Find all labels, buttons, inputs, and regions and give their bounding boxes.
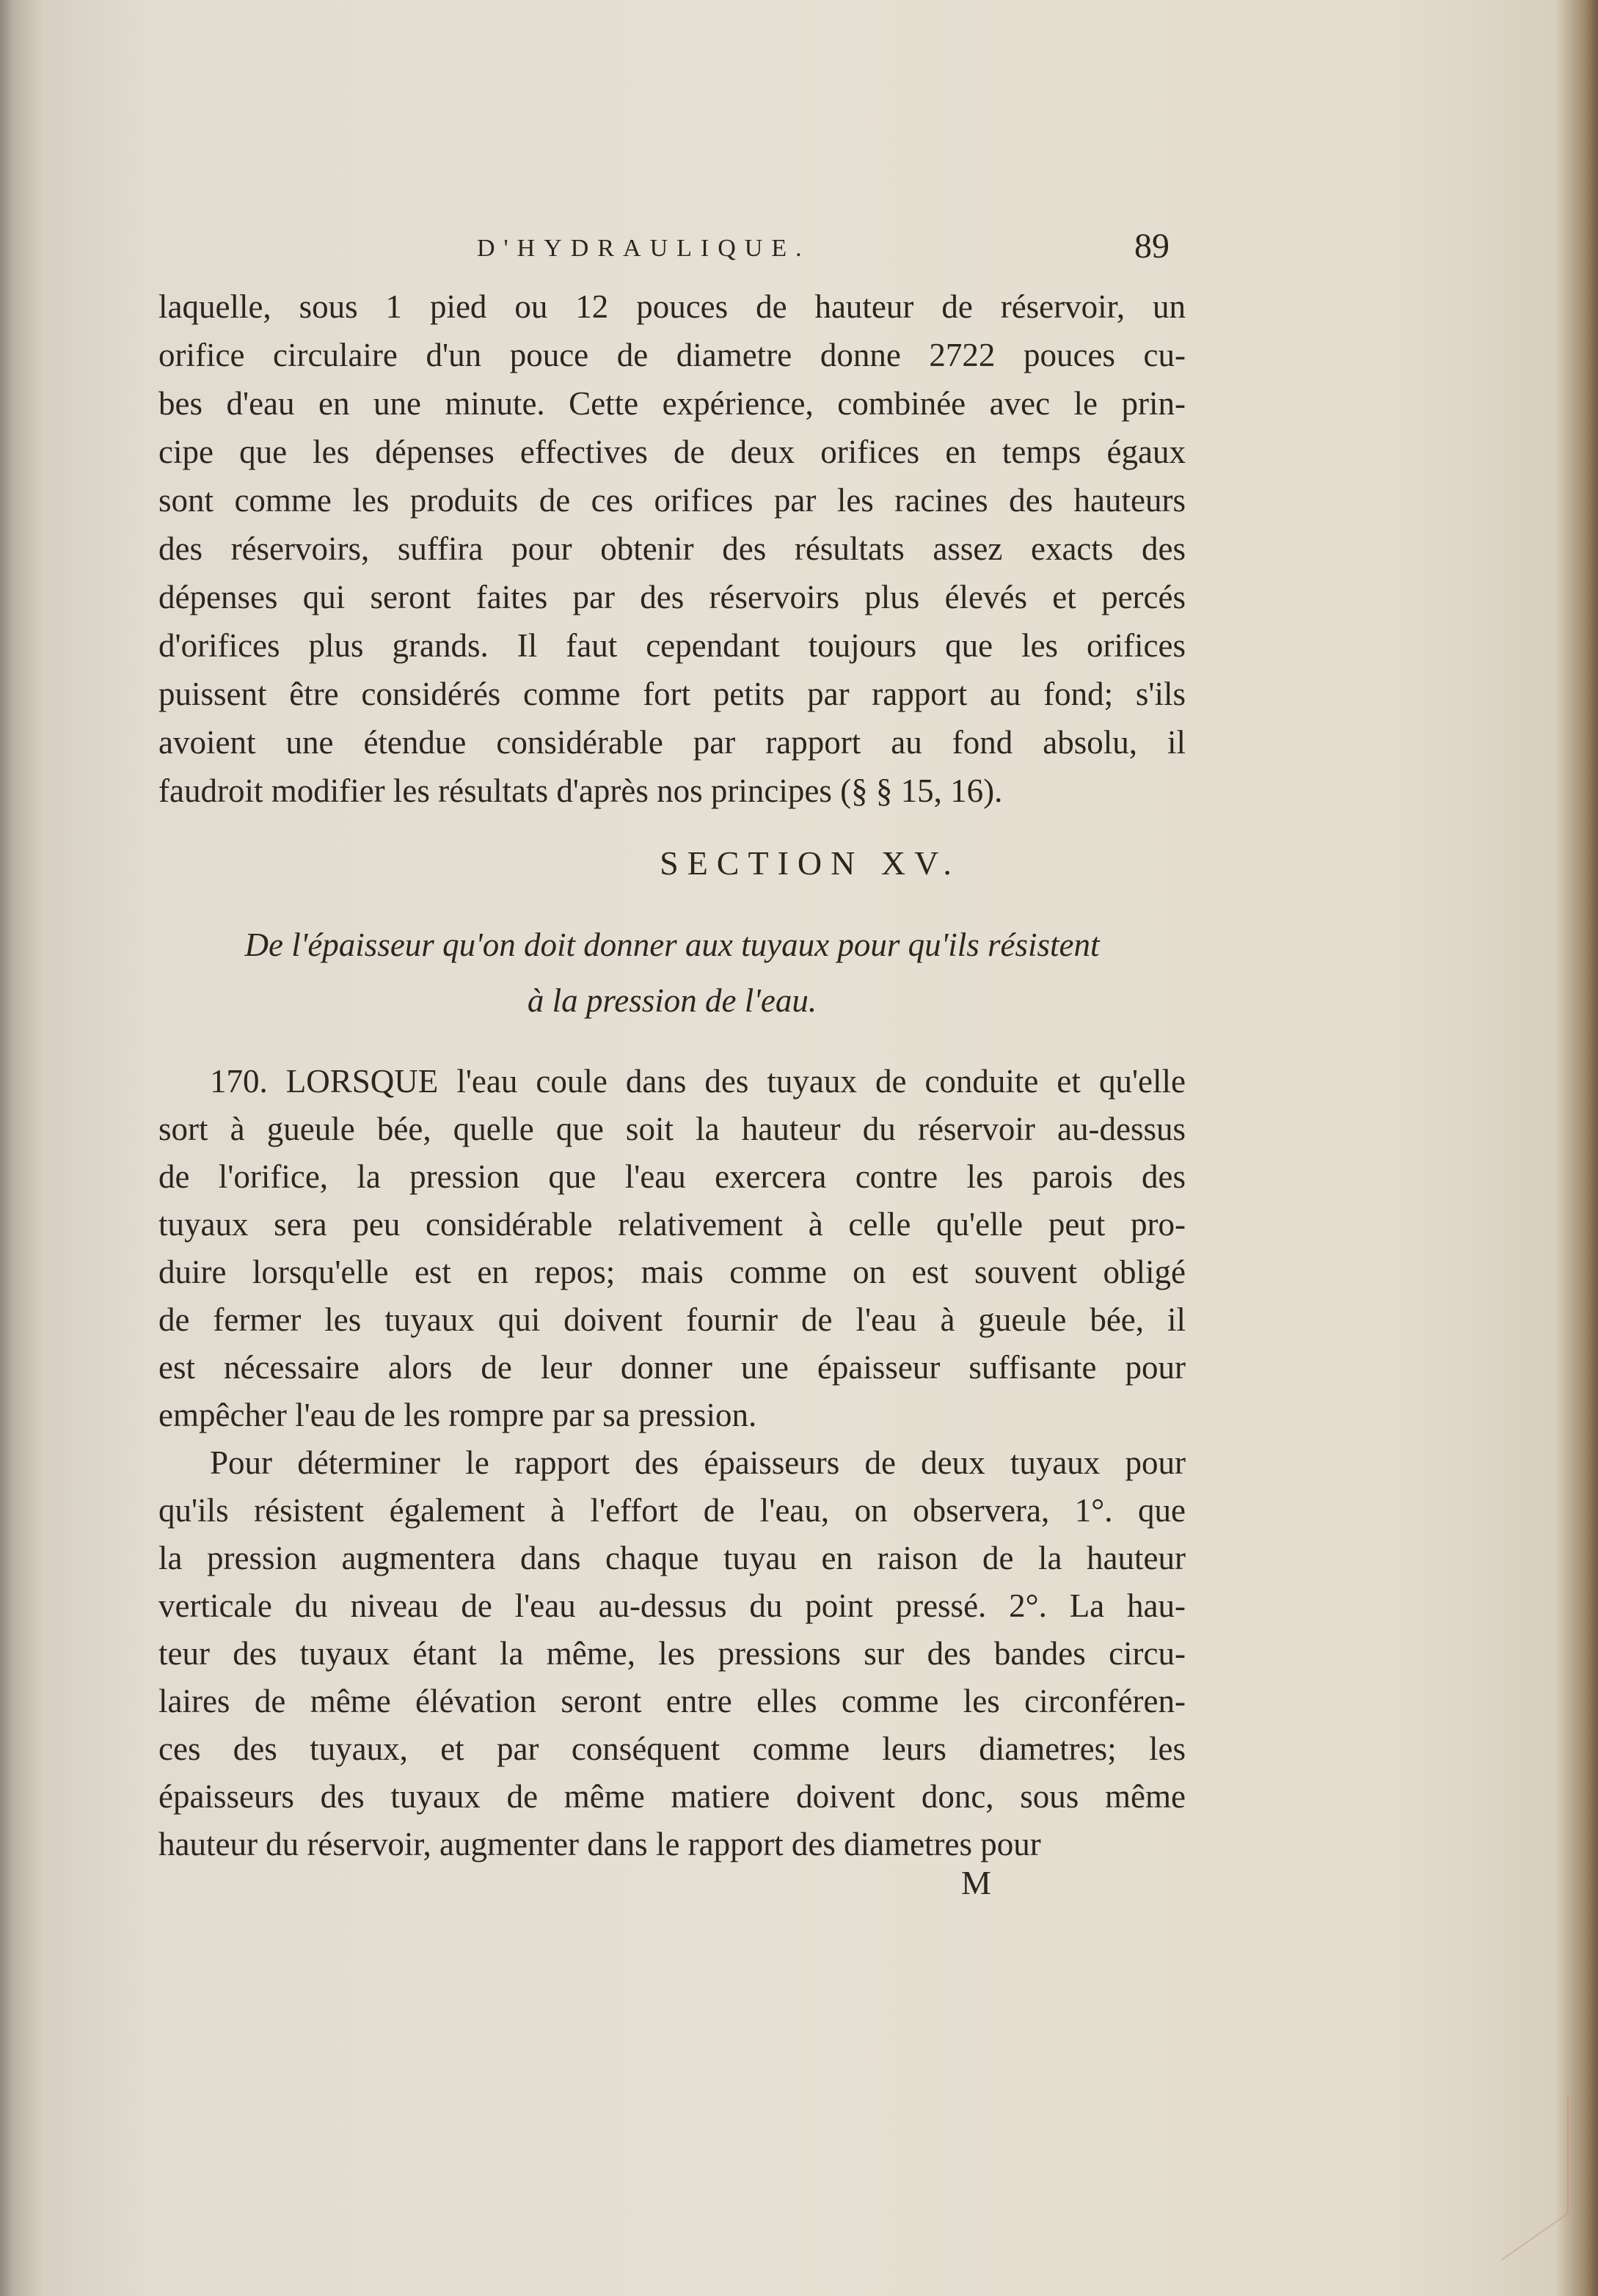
text-line: orifice circulaire d'un pouce de diametre donne 2722 pouces cu-	[158, 337, 1186, 373]
text-line: la pression augmentera dans chaque tuyau en raison de la hauteur	[158, 1540, 1186, 1576]
signature-mark: M	[961, 1864, 991, 1901]
text-line: épaisseurs des tuyaux de même matiere doivent donc, sous même	[158, 1778, 1186, 1815]
text-line: dépenses qui seront faites par des réservoirs plus élevés et percés	[158, 579, 1186, 615]
text-line: sort à gueule bée, quelle que soit la hauteur du réservoir au-dessus	[158, 1111, 1186, 1147]
text-line: ces des tuyaux, et par conséquent comme leurs diametres; les	[158, 1730, 1186, 1767]
text-line: laires de même élévation seront entre elles comme les circonféren-	[158, 1683, 1186, 1719]
text-line: empêcher l'eau de les rompre par sa pression.	[158, 1397, 757, 1433]
running-title: D'HYDRAULIQUE.	[477, 235, 811, 262]
text-line: faudroit modifier les résultats d'après nos principes (§ § 15, 16).	[158, 772, 1003, 809]
section-subtitle-line: à la pression de l'eau.	[527, 982, 817, 1019]
text-line: qu'ils résistent également à l'effort de l'eau, on observera, 1°. que	[158, 1492, 1186, 1529]
page-number: 89	[1134, 227, 1170, 266]
text-line: des réservoirs, suffira pour obtenir des résultats assez exacts des	[158, 530, 1186, 567]
text-line: verticale du niveau de l'eau au-dessus du point pressé. 2°. La hau-	[158, 1587, 1186, 1624]
section-subtitle-line: De l'épaisseur qu'on doit donner aux tuyaux pour qu'ils résistent	[244, 926, 1100, 963]
text-line: duire lorsqu'elle est en repos; mais comme on est souvent obligé	[158, 1254, 1186, 1290]
text-line: tuyaux sera peu considérable relativement à celle qu'elle peut pro-	[158, 1206, 1186, 1243]
text-line: avoient une étendue considérable par rapport au fond absolu, il	[158, 724, 1186, 761]
text-line: laquelle, sous 1 pied ou 12 pouces de hauteur de réservoir, un	[158, 288, 1186, 325]
text-line: hauteur du réservoir, augmenter dans le rapport des diametres pour	[158, 1826, 1041, 1862]
text-line: de fermer les tuyaux qui doivent fournir de l'eau à gueule bée, il	[158, 1301, 1186, 1338]
text-line: d'orifices plus grands. Il faut cependant toujours que les orifices	[158, 627, 1186, 664]
text-line: Pour déterminer le rapport des épaisseurs de deux tuyaux pour	[210, 1444, 1186, 1481]
text-line: bes d'eau en une minute. Cette expérience, combinée avec le prin-	[158, 385, 1186, 422]
text-line: puissent être considérés comme fort petits par rapport au fond; s'ils	[158, 676, 1186, 712]
section-title: SECTION XV.	[660, 844, 960, 882]
text-line: sont comme les produits de ces orifices par les racines des hauteurs	[158, 482, 1186, 519]
page-corner-fold	[1501, 2095, 1569, 2261]
text-line: de l'orifice, la pression que l'eau exercera contre les parois des	[158, 1158, 1186, 1195]
text-line: teur des tuyaux étant la même, les pressions sur des bandes circu-	[158, 1635, 1186, 1672]
text-line: 170. LORSQUE l'eau coule dans des tuyaux de conduite et qu'elle	[210, 1063, 1186, 1100]
text-line: cipe que les dépenses effectives de deux orifices en temps égaux	[158, 434, 1186, 470]
text-line: est nécessaire alors de leur donner une épaisseur suffisante pour	[158, 1349, 1186, 1386]
